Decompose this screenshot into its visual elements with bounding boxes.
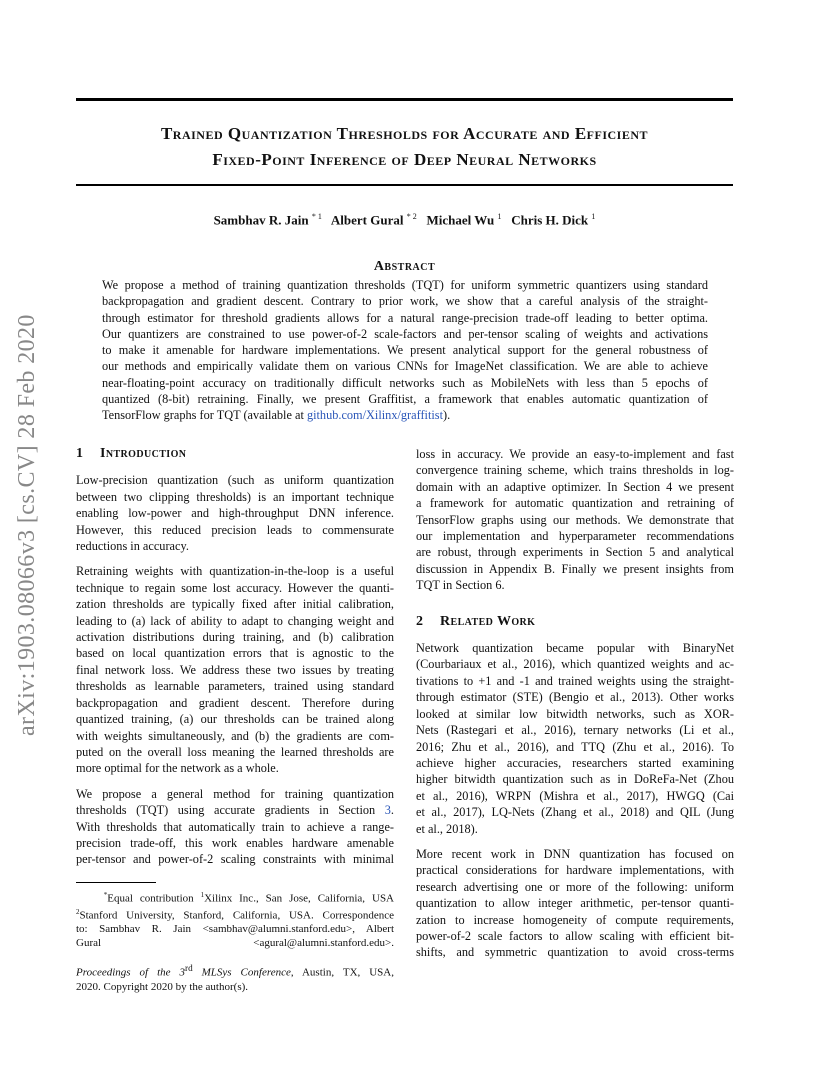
- abstract-line: near-floating-point accuracy on traditionally difficult networks such as MobileNets with less than 5 epochs of: [102, 375, 708, 390]
- footnote-line: to: Sambhav R. Jain <sambhav@alumni.stanford.edu>, Albert: [76, 923, 394, 936]
- text-line: final network loss. We address these two issues by treating: [76, 662, 394, 677]
- related-paragraph-1: [416, 640, 734, 837]
- footnote-line: [76, 889, 394, 906]
- text-line: Low-precision quantization (such as uniform quantization: [76, 473, 394, 488]
- text-line: through estimator (STE) (Bengio et al., 2013). Other works: [416, 690, 734, 705]
- section-title: Related Work: [440, 613, 536, 629]
- intro-paragraph-4: [416, 446, 734, 594]
- title-line-1: Trained Quantization Thresholds for Accurate and Efficient: [160, 124, 649, 143]
- bottom-rule: [76, 184, 733, 186]
- text-line: our implementation and hyperparameter recommendations: [416, 529, 734, 544]
- text-line: convergence training scheme, which trains thresholds in log-: [416, 463, 734, 478]
- text-line: Nets (Rastegari et al., 2016), ternary networks (Li et al.,: [416, 723, 734, 738]
- text-line: et al., 2018).: [416, 821, 478, 836]
- text-line: power-of-2 scale factors to allow scaling with efficient bit-: [416, 928, 734, 943]
- abstract-last-line: [102, 407, 708, 423]
- author-name: Albert Gural: [330, 212, 404, 228]
- text-line: et al., 2016), WRPN (Mishra et al., 2017), HWGQ (Cai: [416, 788, 734, 803]
- text-line: activation distributions during training, and (b) calibration: [76, 630, 394, 645]
- footnote-text: Stanford University, Stanford, California, USA. Correspondence: [79, 909, 394, 922]
- abstract-line: We propose a method of training quantization thresholds (TQT) for uniform symmetric quantizers using standard: [102, 278, 708, 292]
- footnote-mark: 1: [200, 890, 205, 899]
- text-line: 2016; Zhu et al., 2016), and TTQ (Zhu et al., 2016). To: [416, 739, 734, 754]
- text-line: between two clipping thresholds) is an important technique: [76, 489, 394, 504]
- text-line: looked at similar low bitwidth networks, such as XOR-: [416, 706, 734, 721]
- graffitist-link[interactable]: github.com/Xilinx/graffitist: [306, 408, 444, 423]
- text-line: et al., 2017), LQ-Nets (Zhang et al., 2018) and QIL (Jung: [416, 805, 734, 820]
- footnote-line: Gural <agural@alumni.stanford.edu>.: [76, 936, 394, 949]
- text-line: with weights simultaneously, and (b) the gradients are com-: [76, 728, 394, 743]
- left-column: [76, 446, 394, 994]
- author-name: Sambhav R. Jain: [213, 212, 309, 228]
- text-segment: .: [390, 803, 394, 818]
- section-heading-related: [416, 614, 734, 630]
- author-mark: 1: [497, 212, 502, 221]
- text-line: precision trade-off, this work enables hardware amenable: [76, 835, 394, 850]
- text-line: loss in accuracy. We provide an easy-to-implement and fast: [416, 447, 734, 461]
- text-line: per-tensor and power-of-2 scaling constraints with minimal: [76, 852, 394, 867]
- footnote-mark: *: [103, 890, 108, 899]
- author-mark: 1: [591, 212, 596, 221]
- text-line: With thresholds that automatically train to achieve a range-: [76, 819, 394, 834]
- abstract-line: through estimator for threshold gradients allows for a natural range-precision trade-off leading to better optima.: [102, 310, 708, 325]
- text-line: TensorFlow graphs using our methods. We demonstrate that: [416, 512, 734, 527]
- text-segment: thresholds (TQT) using accurate gradients in Section: [76, 803, 385, 818]
- right-column: [416, 446, 734, 970]
- author-name: Chris H. Dick: [511, 212, 589, 228]
- abstract-line: to make it amenable for hardware implementations. We present analytical support for the general robustness of: [102, 343, 708, 358]
- text-line: enabling low-power and high-throughput DNN inference.: [76, 506, 394, 521]
- abstract-heading: Abstract: [373, 259, 436, 274]
- proceedings-note: [76, 962, 394, 994]
- paper-title: [76, 121, 733, 173]
- text-line: reductions in accuracy.: [76, 539, 189, 554]
- text-line: zation thresholds are typically fixed after initial calibration,: [76, 597, 394, 612]
- abstract-body: [102, 277, 708, 424]
- author-mark: * 1: [311, 212, 322, 221]
- text-line: More recent work in DNN quantization has focused on: [416, 846, 734, 861]
- author-list: [76, 212, 733, 228]
- intro-paragraph-3: [76, 786, 394, 868]
- proceedings-conf: MLSys Conference: [192, 967, 291, 980]
- footnote: [76, 889, 394, 951]
- proceedings-line: 2020. Copyright 2020 by the author(s).: [76, 980, 249, 993]
- proceedings-sup: rd: [185, 963, 193, 974]
- text-line: (Courbariaux et al., 2016), which quantized weights and ac-: [416, 657, 734, 672]
- text-line: discussion in Appendix B. Finally we present insights from: [416, 561, 734, 576]
- proceedings-line: [76, 962, 394, 980]
- text-line: practical considerations for hardware implementations, with: [416, 863, 734, 878]
- text-line: Network quantization became popular with BinaryNet: [416, 641, 734, 656]
- text-line: tivations to +1 and -1 and trained weights using the straight-: [416, 673, 734, 688]
- abstract-last-suffix: ).: [443, 408, 451, 423]
- text-line: puted on the overall loss meaning the learned thresholds are: [76, 744, 394, 759]
- text-line: research advertising one or more of the following: uniform: [416, 879, 734, 894]
- text-line: achieve higher accuracies, researchers started examining: [416, 755, 734, 770]
- intro-paragraph-2: [76, 563, 394, 776]
- footnote-rule: [76, 882, 156, 883]
- abstract-line: our methods and empirically validate them on various CNNs for ImageNet classification. We are able to achieve: [102, 359, 708, 374]
- footnote-mark: 2: [76, 908, 80, 916]
- abstract-line: quantized (8-bit) retraining. Finally, we present Graffitist, a framework that enables automatic quantization of: [102, 392, 708, 407]
- title-line-2: Fixed-Point Inference of Deep Neural Networks: [212, 150, 597, 169]
- text-line: zation to increase homogeneity of compute requirements,: [416, 912, 734, 927]
- top-rule: [76, 98, 733, 101]
- section-number: 2: [416, 613, 424, 629]
- text-line: are robust, through experiments in Section 5 and analytical: [416, 545, 734, 560]
- text-line: leading to (a) lack of ability to adapt to changing weight and: [76, 613, 394, 628]
- text-line: quantized training, (a) our thresholds can be trained along: [76, 712, 394, 727]
- intro-paragraph-1: [76, 472, 394, 554]
- author-mark: * 2: [406, 212, 417, 221]
- text-line: higher bitwidth quantization such as in DoReFa-Net (Zhou: [416, 772, 734, 787]
- abstract-last-prefix: TensorFlow graphs for TQT (available at: [102, 408, 307, 423]
- proceedings-prefix: Proceedings of the 3: [76, 967, 186, 980]
- text-line: domain with an adaptive optimizer. In Section 4 we present: [416, 479, 734, 494]
- abstract-line: Our quantizers are constrained to use power-of-2 scale-factors and per-tensor scaling of weights and activations: [102, 326, 708, 341]
- section-title: Introduction: [100, 446, 187, 461]
- section-3-link[interactable]: 3: [384, 803, 391, 818]
- text-line: TQT in Section 6.: [416, 578, 505, 593]
- text-line: Retraining weights with quantization-in-the-loop is a useful: [76, 564, 394, 579]
- footnote-text: Xilinx Inc., San Jose, California, USA: [204, 892, 395, 905]
- text-line: However, this reduced precision leads to commensurate: [76, 522, 394, 537]
- text-line: quantization to allow integer arithmetic, per-tensor quanti-: [416, 896, 734, 911]
- text-line: technique to regain some lost accuracy. However the quanti-: [76, 580, 394, 595]
- arxiv-stamp: arXiv:1903.08066v3 [cs.CV] 28 Feb 2020: [14, 314, 40, 736]
- proceedings-suffix: , Austin, TX, USA,: [290, 967, 394, 980]
- author-name: Michael Wu: [426, 212, 495, 228]
- text-line: shifts, and symmetric quantization to avoid cross-terms: [416, 945, 734, 960]
- footnote-text: Equal contribution: [107, 892, 201, 905]
- footnote-line: [76, 906, 394, 923]
- section-number: 1: [76, 446, 84, 461]
- text-line: thresholds as learnable parameters, trained using standard: [76, 679, 394, 694]
- text-line: more optimal for the network as a whole.: [76, 761, 279, 776]
- text-line: based on local quantization errors that is agnostic to the: [76, 646, 394, 661]
- text-line: a framework for automatic quantization and retraining of: [416, 496, 734, 511]
- abstract-line: backpropagation and gradient descent. Contrary to prior work, we show that a careful analysis of the straight-: [102, 294, 708, 309]
- section-heading-intro: [76, 446, 394, 462]
- related-paragraph-2: [416, 846, 734, 961]
- text-line: [76, 802, 394, 818]
- text-line: backpropagation and gradient descent. Therefore during: [76, 695, 394, 710]
- text-line: We propose a general method for training quantization: [76, 786, 394, 801]
